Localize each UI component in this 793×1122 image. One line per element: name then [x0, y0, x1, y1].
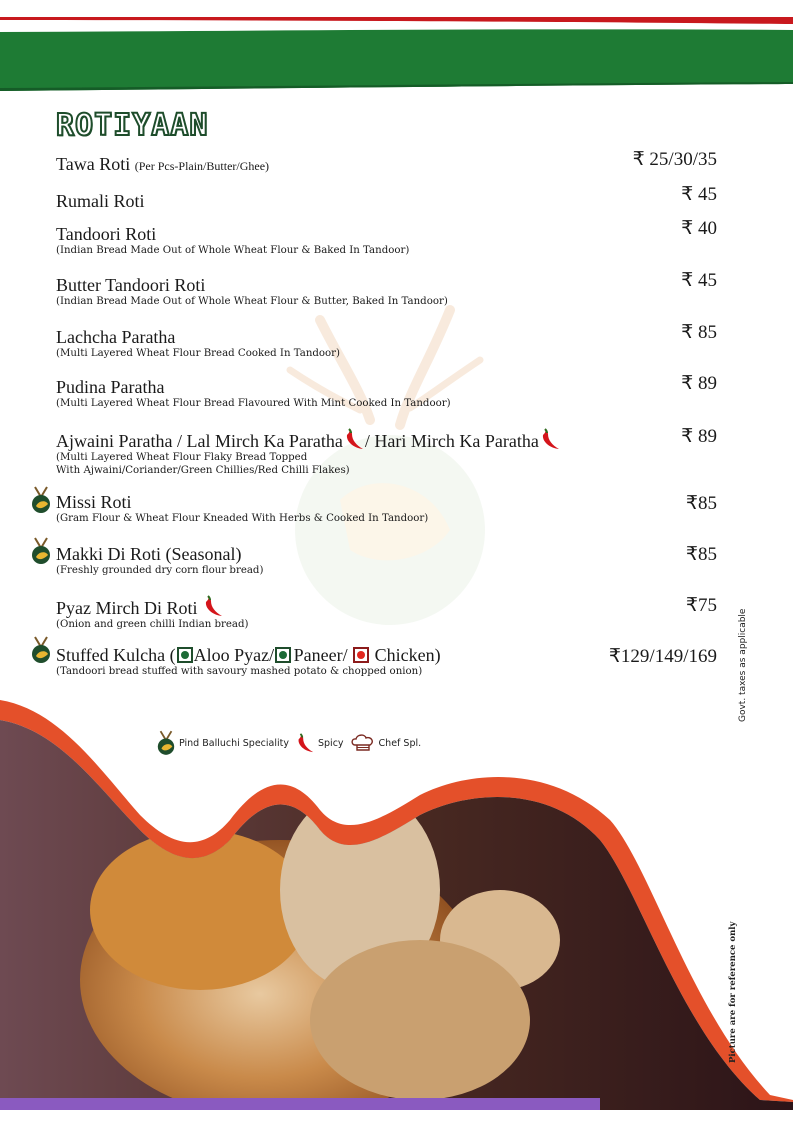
item-price: ₹129/149/169 [608, 646, 717, 667]
item-price: ₹ 45 [681, 270, 717, 291]
item-price: ₹ 45 [681, 184, 717, 205]
item-name: Pudina Paratha [56, 377, 165, 397]
chef-hat-icon [350, 733, 376, 753]
item-description: (Multi Layered Wheat Flour Bread Cooked In Tandoor) [56, 348, 341, 359]
item-description: (Multi Layered Wheat Flour Flaky Bread Topped [56, 452, 308, 463]
menu-item-lachcha-paratha [56, 327, 726, 360]
item-price: ₹ 40 [681, 218, 717, 239]
item-description: (Indian Bread Made Out of Whole Wheat Flour & Baked In Tandoor) [56, 245, 410, 256]
section-title: ROTIYAAN [56, 108, 209, 143]
item-description: (Freshly grounded dry corn flour bread) [56, 565, 264, 576]
item-name: Rumali Roti [56, 191, 145, 211]
item-price: ₹ 85 [681, 322, 717, 343]
option-paneer: Paneer/ [293, 645, 348, 665]
option-aloo-pyaz: Aloo Pyaz/ [193, 645, 275, 665]
item-name: Pyaz Mirch Di Roti [56, 598, 198, 618]
item-description: (Gram Flour & Wheat Flour Kneaded With Herbs & Cooked In Tandoor) [56, 513, 429, 524]
legend-speciality [156, 730, 289, 756]
item-price: ₹ 25/30/35 [632, 149, 717, 170]
item-name: Ajwaini Paratha / Lal Mirch Ka Paratha [56, 431, 343, 451]
chili-pepper-icon [295, 730, 315, 756]
pind-balluchi-speciality-icon [156, 730, 176, 756]
legend-chef [350, 733, 422, 753]
pind-balluchi-speciality-icon [30, 537, 52, 565]
option-chicken: Chicken) [374, 645, 441, 665]
veg-indicator-icon [275, 647, 291, 663]
item-price: ₹ 89 [681, 426, 717, 447]
top-banner [0, 0, 793, 100]
menu-item-tandoori-roti [56, 224, 726, 257]
legend-spicy-label: Spicy [318, 737, 344, 749]
menu-item-ajwaini-paratha [56, 427, 726, 477]
item-price: ₹75 [685, 595, 717, 616]
legend-chef-label: Chef Spl. [378, 737, 422, 749]
veg-indicator-icon [177, 647, 193, 663]
chili-pepper-icon [202, 594, 224, 618]
item-description: (Multi Layered Wheat Flour Bread Flavoured With Mint Cooked In Tandoor) [56, 398, 451, 409]
picture-disclaimer: Picture are for reference only [728, 921, 738, 1063]
menu-item-rumali-roti [56, 191, 726, 211]
item-name: Makki Di Roti (Seasonal) [56, 544, 242, 564]
legend [156, 730, 421, 756]
item-name: Lachcha Paratha [56, 327, 176, 347]
item-description: (Indian Bread Made Out of Whole Wheat Flour & Butter, Baked In Tandoor) [56, 296, 448, 307]
menu-item-tawa-roti [56, 154, 726, 176]
item-name: Stuffed Kulcha ( [56, 645, 176, 665]
item-price: ₹85 [685, 544, 717, 565]
pind-balluchi-speciality-icon [30, 636, 52, 664]
menu-item-pudina-paratha [56, 377, 726, 410]
item-description: (Tandoori bread stuffed with savoury mashed potato & chopped onion) [56, 666, 423, 677]
item-price: ₹ 89 [681, 373, 717, 394]
menu-item-pyaz-mirch-di-roti [56, 594, 726, 631]
nonveg-indicator-icon [353, 647, 369, 663]
item-note: (Per Pcs-Plain/Butter/Ghee) [134, 159, 270, 173]
legend-speciality-label: Pind Balluchi Speciality [179, 737, 289, 749]
item-name: Tawa Roti [56, 154, 131, 174]
chili-pepper-icon [343, 427, 365, 451]
menu-item-makki-di-roti [56, 544, 726, 577]
item-name: Missi Roti [56, 492, 132, 512]
menu-item-missi-roti [56, 492, 726, 525]
legend-spicy [295, 730, 344, 756]
menu-item-butter-tandoori-roti [56, 275, 726, 308]
item-description-line2: With Ajwaini/Coriander/Green Chillies/Red Chilli Flakes) [56, 465, 350, 476]
item-name-alt: / Hari Mirch Ka Paratha [364, 431, 539, 451]
chili-pepper-icon [539, 427, 561, 451]
taxes-note: Govt. taxes as applicable [738, 608, 748, 722]
item-price: ₹85 [685, 493, 717, 514]
pind-balluchi-speciality-icon [30, 486, 52, 514]
item-name: Tandoori Roti [56, 224, 157, 244]
item-description: (Onion and green chilli Indian bread) [56, 619, 249, 630]
item-name: Butter Tandoori Roti [56, 275, 206, 295]
